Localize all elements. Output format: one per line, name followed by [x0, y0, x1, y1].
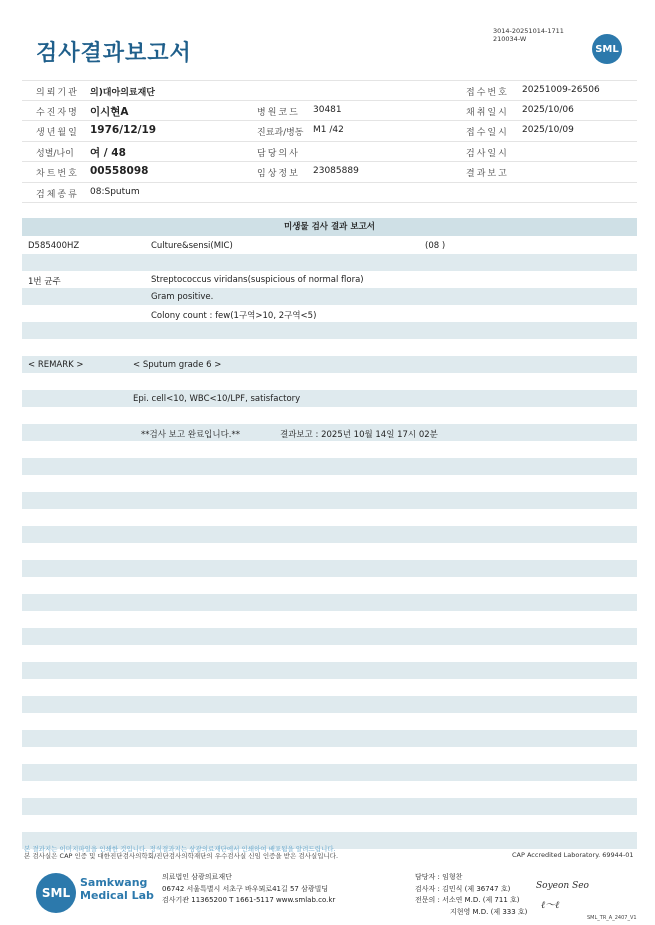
info-row: [22, 121, 637, 142]
address-line: 06742 서울특별시 서초구 바우뫼로41길 57 삼광빌딩: [162, 884, 329, 893]
hospital-code-label: 병원코드: [257, 107, 300, 118]
report-time: 결과보고 : 2025년 10월 14일 17시 02분: [280, 430, 438, 440]
specialist-line2: 지현영 M.D. (제 333 호): [450, 907, 528, 916]
info-row: [22, 183, 637, 204]
organism-name: Streptococcus viridans(suspicious of normal flora): [151, 275, 364, 285]
specimen-value: 08:Sputum: [90, 186, 140, 197]
receipt-date-label: 접수일시: [466, 128, 509, 138]
result-stripe-row: [22, 560, 637, 577]
completion-note: **검사 보고 완료입니다.**: [141, 430, 241, 440]
dept-value: M1 /42: [313, 125, 344, 135]
strain-label: 1번 균주: [28, 277, 61, 287]
doc-id-line2: 210034-W: [493, 35, 527, 43]
doctor-label: 담당의사: [257, 148, 300, 159]
test-date-label: 검사일시: [466, 148, 509, 159]
form-number: SML_TR_A_2407_V1: [587, 915, 637, 921]
contact-line: 검사기관 11365200 T 1661-5117 www.smlab.co.kr: [162, 896, 336, 904]
patient-name-label: 수진자명: [36, 107, 79, 118]
result-stripe-row: [22, 322, 637, 339]
birth-value: 1976/12/19: [90, 124, 157, 136]
result-stripe-row: [22, 288, 637, 305]
chart-no-value: 00558098: [90, 165, 149, 177]
specialist-line1: 전문의 : 서소연 M.D. (제 711 호): [415, 896, 520, 904]
collection-date-label: 채취일시: [466, 107, 509, 118]
remark-detail: Epi. cell<10, WBC<10/LPF, satisfactory: [133, 394, 301, 404]
info-row: [22, 162, 637, 183]
collection-date-value: 2025/10/06: [522, 104, 574, 115]
result-stripe-row: [22, 764, 637, 781]
remark-label: < REMARK >: [28, 360, 84, 370]
patient-info-table: [22, 80, 637, 203]
info-row: [22, 80, 637, 101]
result-stripe-row: [22, 696, 637, 713]
result-stripe-row: [22, 798, 637, 815]
gram-stain: Gram positive.: [151, 292, 214, 302]
info-row: [22, 101, 637, 122]
requesting-org-label: 의뢰기관: [36, 88, 79, 98]
manager-line: 담당자 : 임형찬: [415, 873, 463, 881]
patient-name-value: 이시현A: [90, 105, 129, 118]
section-title: 미생물 검사 결과 보고서: [22, 218, 637, 236]
result-stripe-row: [22, 254, 637, 271]
chart-no-label: 차트번호: [36, 169, 79, 179]
brand-line2: Medical Lab: [80, 889, 154, 902]
result-stripe-row: [22, 356, 637, 373]
receipt-no-label: 접수번호: [466, 88, 509, 98]
colony-count: Colony count : few(1구역>10, 2구역<5): [151, 311, 317, 321]
cap-accreditation: CAP Accredited Laboratory. 69944-01: [512, 851, 634, 859]
print-notice: 본 결과지는 이미지파일을 인쇄한 것입니다. 정식결과지는 삼광의료재단에서 인쇄하여 배포됨을 알려드립니다.: [24, 845, 336, 853]
dept-label: 진료과/병동: [257, 128, 304, 138]
result-stripe-row: [22, 526, 637, 543]
clinical-info-label: 임상정보: [257, 169, 300, 179]
test-suffix: (08 ): [425, 241, 446, 251]
accreditation-notice: 본 검사실은 CAP 인증 및 대한진단검사의학회/진단검사의학재단의 우수검사실 신임 인증을 받은 검사실입니다.: [24, 852, 339, 860]
doc-id-line1: 3014-20251014-1711: [493, 27, 564, 35]
result-stripe-row: [22, 662, 637, 679]
hospital-code-value: 30481: [313, 104, 342, 115]
result-stripe-row: [22, 458, 637, 475]
test-code: D585400HZ: [28, 241, 80, 251]
brand-line1: Samkwang: [80, 876, 148, 889]
birth-label: 생년월일: [36, 128, 79, 138]
requesting-org-value: 의)대아의료재단: [90, 88, 155, 98]
result-stripe-row: [22, 730, 637, 747]
result-stripe-row: [22, 594, 637, 611]
brand-name: [80, 876, 154, 902]
signatories: [415, 872, 527, 918]
result-stripe-row: [22, 628, 637, 645]
document-id: [493, 27, 564, 43]
receipt-no-value: 20251009-26506: [522, 85, 600, 95]
result-stripe-row: [22, 390, 637, 407]
org-name: 의료법인 삼광의료재단: [162, 873, 232, 881]
remark-grade: < Sputum grade 6 >: [133, 360, 222, 370]
result-stripe-row: [22, 492, 637, 509]
report-label: 결과보고: [466, 169, 509, 179]
test-name: Culture&sensi(MIC): [151, 241, 233, 251]
sex-age-value: 여 / 48: [90, 146, 126, 159]
handwritten-signature-1: Soyeon Seo: [536, 881, 589, 891]
tester-line: 검사자 : 김민식 (제 36747 호): [415, 884, 511, 893]
organization-address: [162, 872, 335, 907]
sml-logo: SML: [592, 34, 622, 64]
sex-age-label: 성별/나이: [36, 148, 74, 159]
handwritten-signature-2: ℓ～ℓ: [541, 900, 560, 911]
sml-footer-logo: SML: [36, 873, 76, 913]
receipt-date-value: 2025/10/09: [522, 125, 574, 135]
clinical-info-value: 23085889: [313, 166, 359, 176]
info-row: [22, 142, 637, 163]
page-title: 검사결과보고서: [36, 41, 192, 66]
specimen-label: 검체종류: [36, 189, 79, 200]
